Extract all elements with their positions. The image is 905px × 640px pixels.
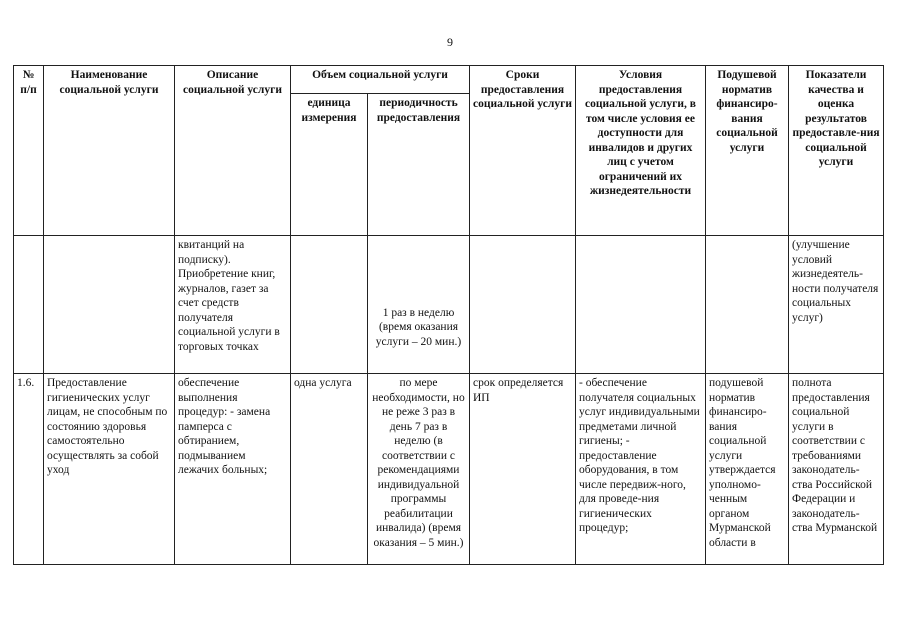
cell-conditions — [576, 236, 706, 374]
header-name: Наименование социальной услуги — [44, 66, 175, 236]
cell-terms — [470, 236, 576, 374]
cell-num: 1.6. — [14, 374, 44, 565]
cell-unit — [291, 236, 368, 374]
header-periodicity: периодичность предоставления — [368, 94, 470, 236]
cell-description: обеспечение выполнения процедур: - замена памперса с обтиранием, подмыванием лежачих больных; — [175, 374, 291, 565]
cell-name — [44, 236, 175, 374]
table-row — [14, 374, 884, 565]
header-volume: Объем социальной услуги — [291, 66, 470, 94]
cell-conditions: - обеспечение получателя социальных услуг индивидуальными предметами личной гигиены; - предоставление оборудования, в том числе передвиж-ного, для проведе-ния гигиенических процедур; — [576, 374, 706, 565]
header-norm: Подушевой норматив финансиро-вания социальной услуги — [706, 66, 789, 236]
cell-terms: срок определяется ИП — [470, 374, 576, 565]
header-description: Описание социальной услуги — [175, 66, 291, 236]
header-unit: единица измерения — [291, 94, 368, 236]
table-row — [14, 236, 884, 374]
cell-num — [14, 236, 44, 374]
cell-norm: подушевой норматив финансиро-вания социальной услуги утверждается уполномо-ченным органом Мурманской области в — [706, 374, 789, 565]
cell-norm — [706, 236, 789, 374]
header-row-1 — [14, 66, 884, 94]
cell-quality: полнота предоставления социальной услуги в соответствии с требованиями законодатель-ства Российской Федерации и законодатель-ства Мурманской — [789, 374, 884, 565]
services-table — [13, 65, 884, 565]
header-quality: Показатели качества и оценка результатов предоставле-ния социальной услуги — [789, 66, 884, 236]
header-num: № п/п — [14, 66, 44, 236]
cell-name: Предоставление гигиенических услуг лицам, не способным по состоянию здоровья самостоятельно осуществлять за собой уход — [44, 374, 175, 565]
cell-periodicity: 1 раз в неделю (время оказания услуги – 20 мин.) — [368, 236, 470, 374]
header-conditions: Условия предоставления социальной услуги, в том числе условия ее доступности для инвалидов и других лиц с учетом ограничений их жизнедеятельности — [576, 66, 706, 236]
cell-unit: одна услуга — [291, 374, 368, 565]
page-number: 9 — [447, 35, 453, 49]
cell-quality: (улучшение условий жизнедеятель-ности получателя социальных услуг) — [789, 236, 884, 374]
header-terms: Сроки предоставления социальной услуги — [470, 66, 576, 236]
cell-periodicity: по мере необходимости, но не реже 3 раз в день 7 раз в неделю (в соответствии с рекомендациями индивидуальной программы реабилитации инвалида) (время оказания – 5 мин.) — [368, 374, 470, 565]
cell-description: квитанций на подписку). Приобретение книг, журналов, газет за счет средств получателя социальной услуги в торговых точках — [175, 236, 291, 374]
